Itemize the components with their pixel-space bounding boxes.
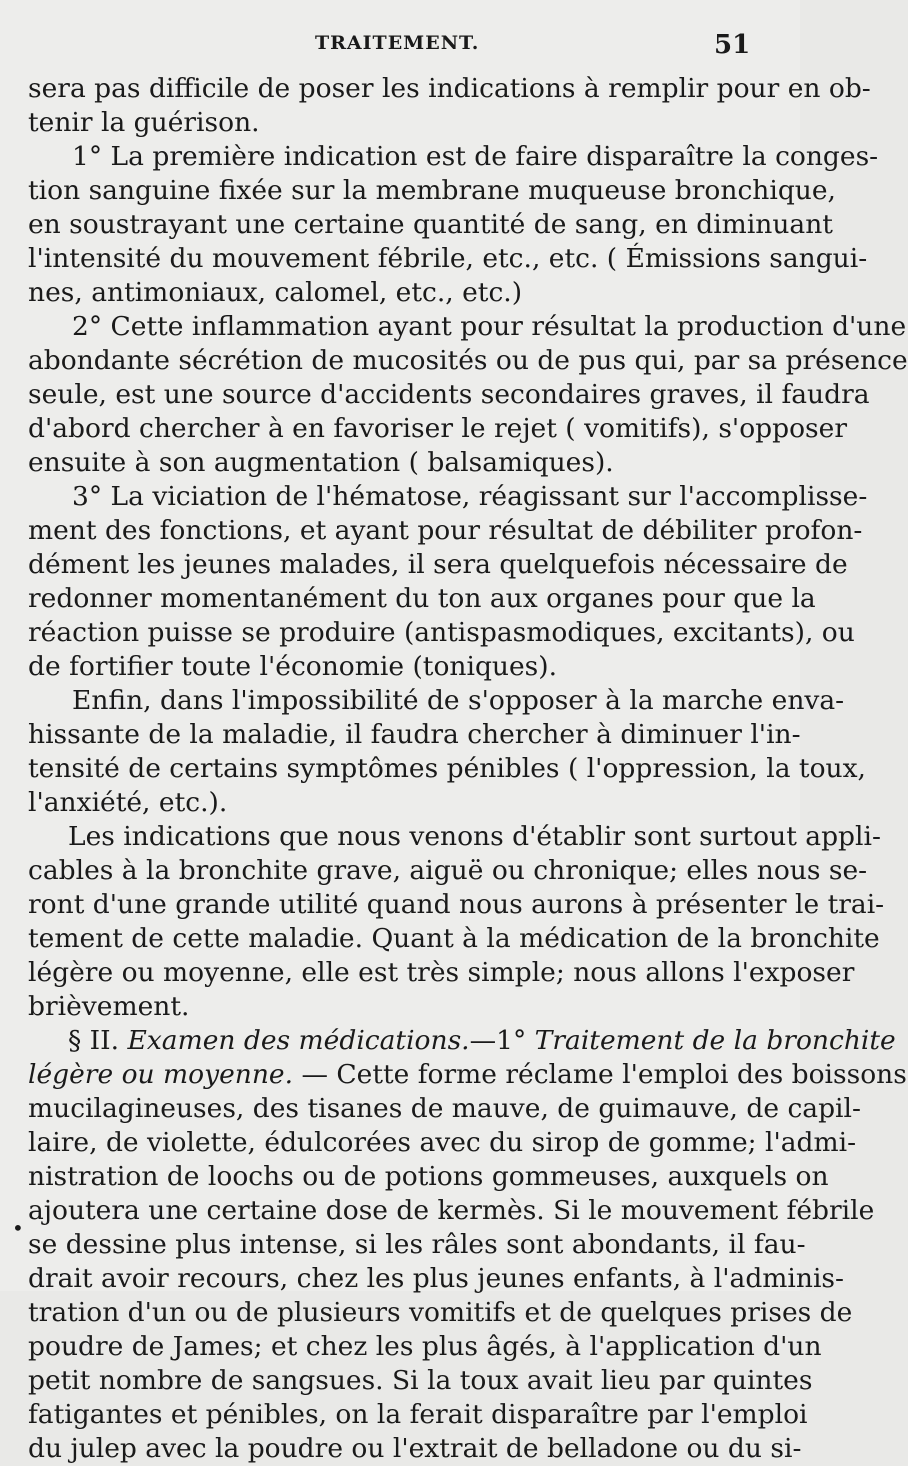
text-line: nistration de loochs ou de potions gommeuses, auxquels on [28, 1161, 829, 1192]
text-line: l'anxiété, etc.). [28, 787, 228, 818]
text-line: se dessine plus intense, si les râles sont abondants, il fau- [28, 1229, 806, 1260]
text-line: cables à la bronchite grave, aiguë ou chronique; elles nous se- [28, 855, 868, 886]
text-line: tion sanguine fixée sur la membrane muqueuse bronchique, [28, 175, 836, 206]
text-line: 2° Cette inflammation ayant pour résultat la production d'une [72, 311, 907, 342]
running-title: TRAITEMENT. [315, 32, 480, 54]
text-line: d'abord chercher à en favoriser le rejet ( vomitifs), s'opposer [28, 413, 847, 444]
text-line: fatigantes et pénibles, on la ferait disparaître par l'emploi [28, 1399, 808, 1430]
text-line: de fortifier toute l'économie (toniques). [28, 651, 558, 682]
text-line: 1° La première indication est de faire disparaître la conges- [72, 141, 879, 172]
text-line: brièvement. [28, 991, 190, 1022]
text-line: nes, antimoniaux, calomel, etc., etc.) [28, 277, 523, 308]
text-line: l'intensité du mouvement fébrile, etc., etc. ( Émissions sangui- [28, 243, 868, 274]
section-separator: —1° [469, 1025, 527, 1056]
subsection-title: Traitement de la bronchite [534, 1025, 896, 1056]
text-line: poudre de James; et chez les plus âgés, à l'application d'un [28, 1331, 822, 1362]
text-line: seule, est une source d'accidents secondaires graves, il faudra [28, 379, 870, 410]
text-line: tenir la guérison. [28, 107, 260, 138]
text-line: dément les jeunes malades, il sera quelquefois nécessaire de [28, 549, 848, 580]
text-line: ajoutera une certaine dose de kermès. Si le mouvement fébrile [28, 1195, 875, 1226]
text-line: petit nombre de sangsues. Si la toux avait lieu par quintes [28, 1365, 813, 1396]
text-line: mucilagineuses, des tisanes de mauve, de guimauve, de capil- [28, 1093, 861, 1124]
text-line: ront d'une grande utilité quand nous aurons à présenter le trai- [28, 889, 885, 920]
page-number: 51 [714, 30, 751, 60]
section-number: § II. [68, 1025, 120, 1056]
running-header [0, 30, 800, 66]
text-line: en soustrayant une certaine quantité de sang, en diminuant [28, 209, 833, 240]
text-line: hissante de la maladie, il faudra chercher à diminuer l'in- [28, 719, 801, 750]
text-line: laire, de violette, édulcorées avec du sirop de gomme; l'admi- [28, 1127, 857, 1158]
text-line: redonner momentanément du ton aux organes pour que la [28, 583, 816, 614]
text-line: réaction puisse se produire (antispasmodiques, excitants), ou [28, 617, 855, 648]
text-line: sera pas difficile de poser les indications à remplir pour en ob- [28, 73, 871, 104]
text-line: Enfin, dans l'impossibilité de s'opposer à la marche enva- [72, 685, 845, 716]
text-line: tement de cette maladie. Quant à la médication de la bronchite [28, 923, 880, 954]
text-line [28, 1058, 907, 1092]
text-line: ment des fonctions, et ayant pour résultat de débiliter profon- [28, 515, 863, 546]
section-heading-line [28, 1024, 896, 1058]
text-line: du julep avec la poudre ou l'extrait de belladone ou du si- [28, 1433, 802, 1464]
margin-mark: • [12, 1216, 24, 1240]
text-line: tensité de certains symptômes pénibles ( l'oppression, la toux, [28, 753, 866, 784]
text-line: drait avoir recours, chez les plus jeunes enfants, à l'adminis- [28, 1263, 844, 1294]
section-title: Examen des médications. [127, 1025, 470, 1056]
text-line: Les indications que nous venons d'établir sont surtout appli- [68, 821, 881, 852]
text-line: abondante sécrétion de mucosités ou de pus qui, par sa présence [28, 345, 908, 376]
text-line: légère ou moyenne, elle est très simple; nous allons l'exposer [28, 957, 855, 988]
text-line: 3° La viciation de l'hématose, réagissant sur l'accomplisse- [72, 481, 868, 512]
text-line: tration d'un ou de plusieurs vomitifs et de quelques prises de [28, 1297, 853, 1328]
subsection-title-continued: légère ou moyenne. [28, 1059, 293, 1090]
text-line: ensuite à son augmentation ( balsamiques). [28, 447, 614, 478]
body-text [28, 72, 908, 1466]
text-span: — Cette forme réclame l'emploi des boissons [301, 1059, 907, 1090]
